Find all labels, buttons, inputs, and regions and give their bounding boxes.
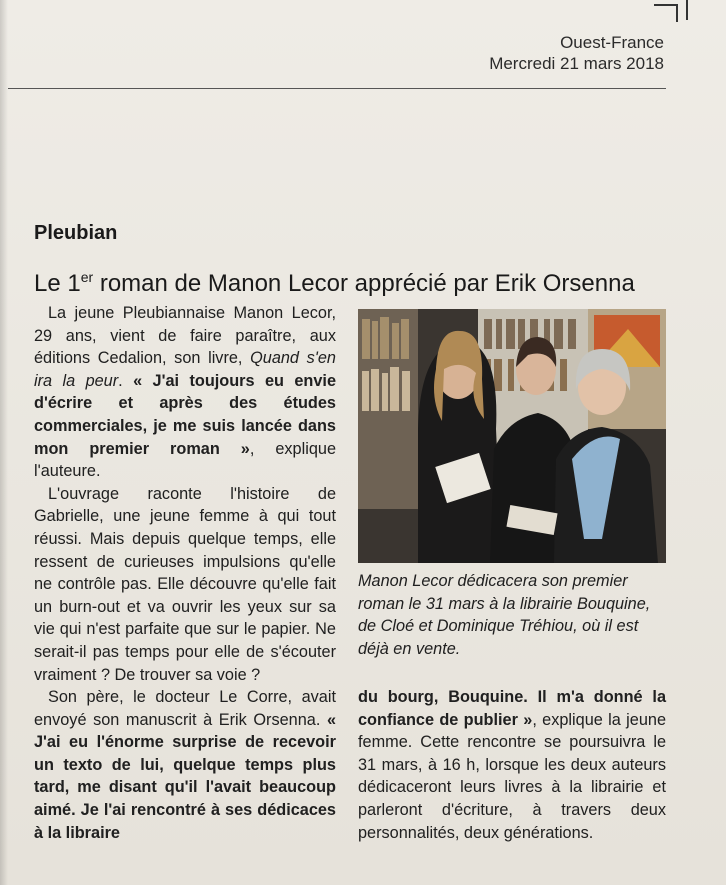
p1-quote: « J'ai toujours eu envie d'écrire et après des études commerciales, je me suis lancée dans mon premier roman » (34, 371, 336, 458)
book-title: Quand s'en ira la peur (34, 349, 336, 390)
p3-text: Son père, le docteur Le Corre, avait envoyé son manuscrit à Erik Orsenna. (34, 688, 336, 729)
bookshop-photo-illustration (358, 309, 666, 563)
page-edge-shadow (0, 0, 8, 885)
p1-text-b: . (118, 371, 134, 390)
headline-start: Le 1 (34, 270, 81, 297)
p3-quote: « J'ai eu l'énorme surprise de recevoir un texto de lui, quelque temps plus tard, me disant qu'il l'avait beaucoup aimé. Je l'ai rencontré à ses dédicaces à la libraire (34, 710, 336, 842)
column-left (34, 302, 336, 844)
column-right (358, 686, 666, 844)
article-photo (358, 309, 666, 563)
p4-quote: du bourg, Bouquine. Il m'a donné la confiance de publier » (358, 688, 666, 729)
newspaper-name: Ouest-France (560, 33, 664, 52)
headline-end: roman de Manon Lecor apprécié par Erik Orsenna (93, 270, 635, 297)
paragraph-4 (358, 686, 666, 844)
headline (34, 262, 635, 299)
paragraph-2: L'ouvrage raconte l'histoire de Gabrielle, une jeune femme à qui tout réussi. Mais depuis quelque temps, elle ressent de curieuses impulsions qu'elle ne contrôle pas. Elle découvre qu'elle fait un burn-out et va ouvrir les yeux sur sa vie qui n'est parfaite que sur le papier. Ne serait-il pas temps pour elle de s'écouter vraiment ? De trouver sa voie ? (34, 484, 336, 684)
crop-mark (654, 4, 678, 22)
p1-text-a: La jeune Pleubiannaise Manon Lecor, 29 ans, vient de faire paraître, aux éditions Cedalion, son livre, (34, 304, 336, 368)
p1-text-c: , explique l'auteure. (34, 439, 336, 481)
crop-mark (676, 0, 688, 20)
section-label: Pleubian (34, 222, 118, 244)
photo-caption: Manon Lecor dédicacera son premier roman le 31 mars à la librairie Bouquine, de Cloé et Dominique Tréhiou, où il est déjà en vente. (358, 572, 651, 658)
paragraph-3 (34, 686, 336, 844)
p4-text: , explique la jeune femme. Cette rencontre se poursuivra le 31 mars, à 16 h, lorsque les deux auteurs dédicaceront leurs livres à la librairie et parleront d'écriture, à travers deux personnalités, deux générations. (358, 710, 666, 842)
publication-date: Mercredi 21 mars 2018 (489, 54, 664, 73)
masthead (489, 32, 664, 74)
paragraph-1 (34, 302, 336, 483)
header-rule (8, 88, 666, 89)
headline-superscript: er (80, 269, 94, 285)
